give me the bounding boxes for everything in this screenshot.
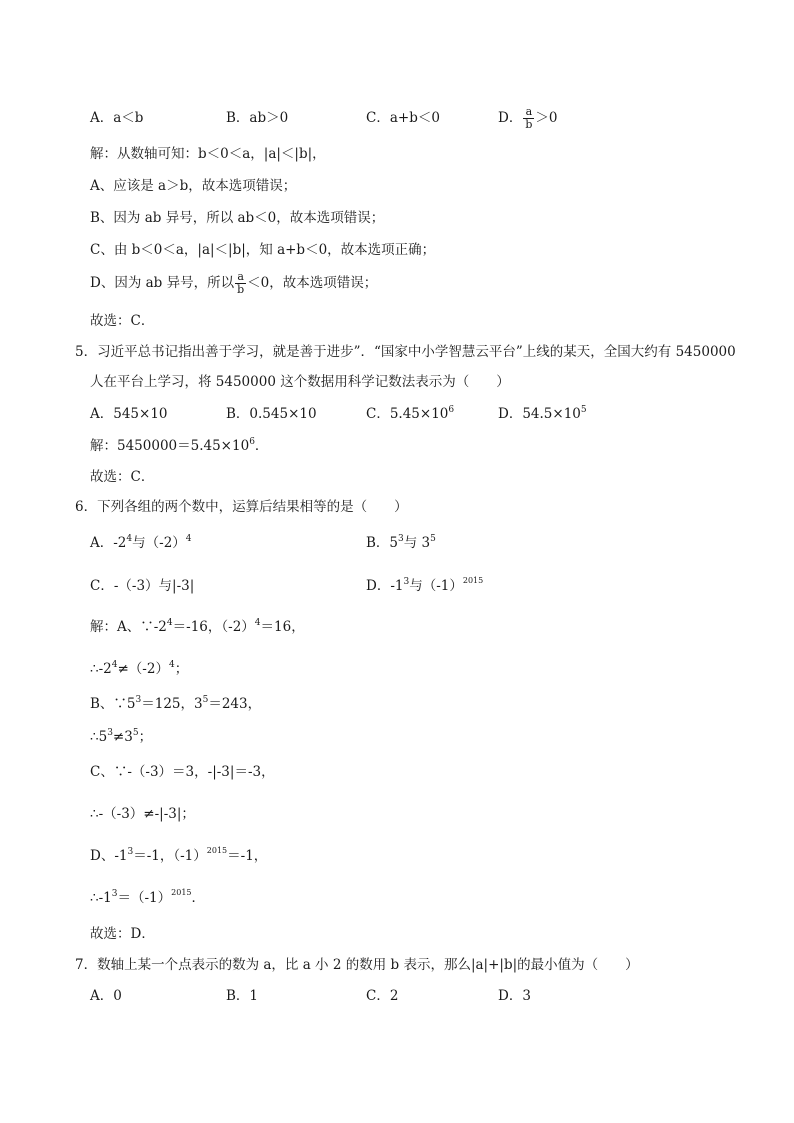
q4-solution-line-1: 解：从数轴可知：b＜0＜a，|a|＜|b|， xyxy=(90,146,326,162)
q5-answer: 故选：C． xyxy=(90,469,155,485)
fraction-a-over-b: $\frac{a}{b}$ xyxy=(237,270,245,296)
q6-option-b: B．$5^3$与 $3^5$ xyxy=(366,534,436,551)
q6-option-d: D．$-1^3$与$(-1)^{2015}$ xyxy=(366,576,484,594)
q7-option-d: D．3 xyxy=(498,988,531,1004)
q6-solution-line-1: 解：A、$\because-2^4=-16$，$(-2)^4=16$， xyxy=(90,618,305,635)
q4-solution-line-3: B、因为 ab 异号，所以 ab＜0，故本选项错误； xyxy=(90,210,385,226)
q6-stem: 6．下列各组的两个数中，运算后结果相等的是（ ） xyxy=(75,499,408,515)
q4-solution-line-2: A、应该是 a＞b，故本选项错误； xyxy=(90,178,297,194)
q5-option-b: B．0.545×10 xyxy=(226,406,317,422)
q4-option-a: A．a＜b xyxy=(90,110,144,126)
q5-option-c: C．$5.45\times 10^6$ xyxy=(366,405,455,422)
q4-option-b: B．ab＞0 xyxy=(226,110,289,126)
q4-option-d: D． $\frac{a}{b}$ ＞0 xyxy=(498,105,558,131)
q6-solution-line-4: $\therefore 5^3\ne 3^5$； xyxy=(90,728,153,745)
q6-option-a: A．$-2^4$与$(-2)^4$ xyxy=(90,534,192,551)
q6-solution-line-5: C、∵-（-3）＝3，-|-3|＝-3， xyxy=(90,764,275,780)
q6-answer: 故选：D． xyxy=(90,926,155,942)
q5-solution: 解：$5450000=5.45\times 10^6$． xyxy=(90,437,269,454)
q7-stem: 7．数轴上某一个点表示的数为 a，比 a 小 2 的数用 b 表示，那么|a|+|b|的最小值为（ ） xyxy=(75,957,639,973)
q6-solution-line-7: D、$-1^3=-1$，$(-1)^{2015}=-1$， xyxy=(90,846,268,864)
q5-option-a: A．545×10 xyxy=(90,406,168,422)
q7-option-b: B．1 xyxy=(226,988,259,1004)
q4-solution-line-4: C、由 b＜0＜a，|a|＜|b|，知 a+b＜0，故本选项正确； xyxy=(90,242,436,258)
q7-option-a: A．0 xyxy=(90,988,122,1004)
q5-stem-line-1: 5．习近平总书记指出善于学习，就是善于进步”．“国家中小学智慧云平台”上线的某天，全国大约有 5450000 xyxy=(75,344,736,360)
q4-option-c: C．a+b＜0 xyxy=(366,110,440,126)
q7-option-c: C．2 xyxy=(366,988,399,1004)
q6-solution-line-2: $\therefore-2^4\ne(-2)^4$； xyxy=(90,660,189,677)
q5-stem-line-2: 人在平台上学习，将 5450000 这个数据用科学记数法表示为（ ） xyxy=(90,374,510,390)
q4-answer: 故选：C． xyxy=(90,313,155,329)
q6-solution-line-3: B、$\because 5^3=125$，$3^5=243$， xyxy=(90,695,262,712)
q6-option-c: C．-（-3）与|-3| xyxy=(90,578,195,594)
q6-solution-line-6: ∴-（-3）≠-|-3|； xyxy=(90,806,195,822)
q5-option-d: D．$54.5\times 10^5$ xyxy=(498,405,587,422)
q4-solution-line-5: D、因为 ab 异号，所以 $\frac{a}{b}$ ＜0，故本选项错误； xyxy=(90,270,378,296)
q6-solution-line-8: $\therefore-1^3=(-1)^{2015}$． xyxy=(90,888,205,906)
fraction-a-over-b: $\frac{a}{b}$ xyxy=(525,105,533,131)
